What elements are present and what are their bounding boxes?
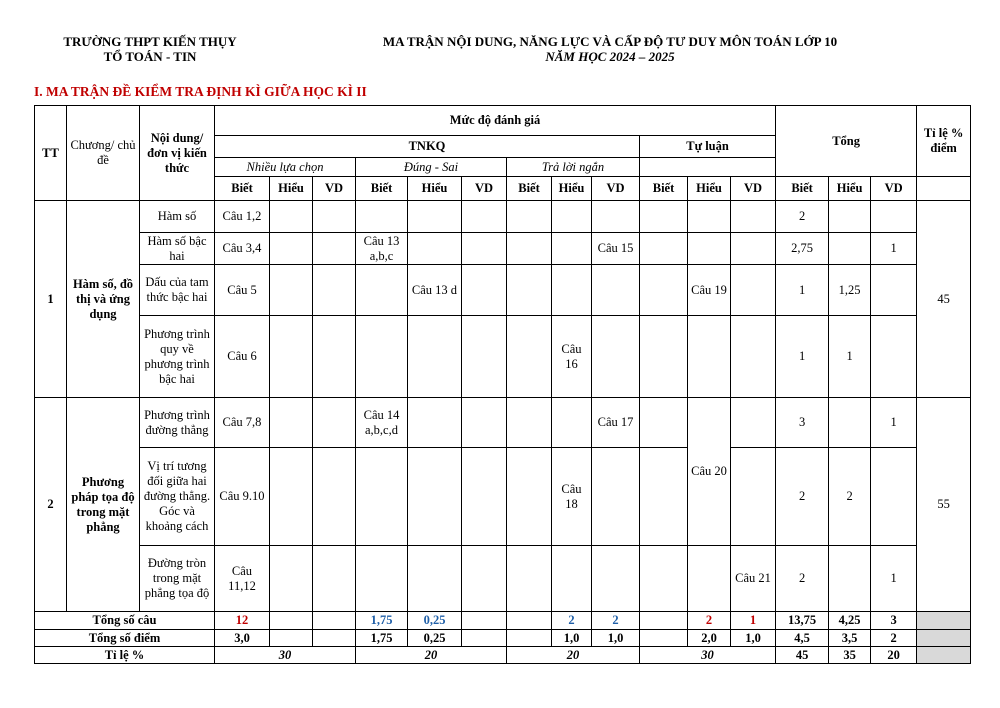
summary-gray-cell bbox=[917, 630, 971, 647]
summary-cell: 30 bbox=[215, 647, 356, 664]
summary-cell: 2 bbox=[592, 612, 640, 630]
summary-cell: 12 bbox=[215, 612, 270, 630]
level-biet: Biết bbox=[507, 177, 552, 201]
question-cell: Câu 13 a,b,c bbox=[356, 233, 408, 265]
header-tt: TT bbox=[35, 106, 67, 201]
summary-cell: 30 bbox=[640, 647, 776, 664]
summary-row-count bbox=[35, 612, 971, 630]
summary-cell: 4,5 bbox=[776, 630, 829, 647]
table-row bbox=[35, 448, 971, 546]
level-vd: VD bbox=[592, 177, 640, 201]
table-row bbox=[35, 201, 971, 233]
level-biet: Biết bbox=[356, 177, 408, 201]
summary-cell: 4,25 bbox=[829, 612, 871, 630]
question-cell: Câu 3,4 bbox=[215, 233, 270, 265]
content-cell: Hàm số bậc hai bbox=[140, 233, 215, 265]
content-cell: Dấu của tam thức bậc hai bbox=[140, 265, 215, 316]
total-cell: 1 bbox=[776, 265, 829, 316]
summary-cell: 1,0 bbox=[731, 630, 776, 647]
level-hieu: Hiểu bbox=[688, 177, 731, 201]
total-cell: 2,75 bbox=[776, 233, 829, 265]
question-cell: Câu 15 bbox=[592, 233, 640, 265]
summary-cell: 2 bbox=[688, 612, 731, 630]
summary-cell: 3 bbox=[871, 612, 917, 630]
question-cell: Câu 16 bbox=[552, 316, 592, 398]
section-title: I. MA TRẬN ĐỀ KIỂM TRA ĐỊNH KÌ GIỮA HỌC KÌ II bbox=[34, 84, 367, 99]
header-tnkq: TNKQ bbox=[215, 136, 640, 158]
total-cell: 1 bbox=[871, 546, 917, 612]
chapter-number: 1 bbox=[35, 201, 67, 398]
level-hieu: Hiểu bbox=[408, 177, 462, 201]
summary-cell: 0,25 bbox=[408, 612, 462, 630]
summary-cell: 1,0 bbox=[592, 630, 640, 647]
question-cell: Câu 21 bbox=[731, 546, 776, 612]
level-vd: VD bbox=[313, 177, 356, 201]
summary-cell: 1 bbox=[731, 612, 776, 630]
total-cell: 2 bbox=[829, 448, 871, 546]
document-title: MA TRẬN NỘI DUNG, NĂNG LỰC VÀ CẤP ĐỘ TƯ DUY MÔN TOÁN LỚP 10 bbox=[382, 34, 838, 49]
summary-gray-cell bbox=[917, 647, 971, 664]
question-cell: Câu 18 bbox=[552, 448, 592, 546]
header-mcq: Nhiều lựa chọn bbox=[215, 158, 356, 177]
question-cell: Câu 17 bbox=[592, 398, 640, 448]
summary-cell: 3,0 bbox=[215, 630, 270, 647]
header-level: Mức độ đánh giá bbox=[215, 106, 776, 136]
total-cell: 2 bbox=[776, 201, 829, 233]
summary-cell: 3,5 bbox=[829, 630, 871, 647]
summary-cell: 1,75 bbox=[356, 612, 408, 630]
summary-cell: 35 bbox=[829, 647, 871, 664]
header-content: Nội dung/ đơn vị kiến thức bbox=[140, 106, 215, 201]
total-cell: 1,25 bbox=[829, 265, 871, 316]
summary-row-score bbox=[35, 630, 971, 647]
level-biet: Biết bbox=[215, 177, 270, 201]
chapter-name: Hàm số, đồ thị và ứng dụng bbox=[67, 201, 140, 398]
question-cell: Câu 14 a,b,c,d bbox=[356, 398, 408, 448]
summary-label: Tổng số điểm bbox=[35, 630, 215, 647]
total-cell: 1 bbox=[871, 398, 917, 448]
table-row bbox=[35, 265, 971, 316]
question-cell: Câu 11,12 bbox=[215, 546, 270, 612]
table-row bbox=[35, 546, 971, 612]
header-ratio: Tỉ lệ % điểm bbox=[917, 106, 971, 177]
total-cell: 2 bbox=[776, 448, 829, 546]
question-cell: Câu 13 d bbox=[408, 265, 462, 316]
question-cell: Câu 5 bbox=[215, 265, 270, 316]
chapter-ratio: 45 bbox=[917, 201, 971, 398]
content-cell: Hàm số bbox=[140, 201, 215, 233]
chapter-number: 2 bbox=[35, 398, 67, 612]
total-cell: 1 bbox=[829, 316, 871, 398]
question-cell: Câu 19 bbox=[688, 265, 731, 316]
table-row bbox=[35, 316, 971, 398]
level-hieu: Hiểu bbox=[270, 177, 313, 201]
group-name: TỔ TOÁN - TIN bbox=[103, 49, 197, 64]
summary-cell: 13,75 bbox=[776, 612, 829, 630]
summary-cell: 2,0 bbox=[688, 630, 731, 647]
total-cell: 1 bbox=[871, 233, 917, 265]
content-cell: Vị trí tương đối giữa hai đường thẳng. Góc và khoảng cách bbox=[140, 448, 215, 546]
content-cell: Đường tròn trong mặt phẳng tọa độ bbox=[140, 546, 215, 612]
ratio-subheader bbox=[917, 177, 971, 201]
question-cell: Câu 9.10 bbox=[215, 448, 270, 546]
total-cell: 2 bbox=[776, 546, 829, 612]
summary-cell: 20 bbox=[507, 647, 640, 664]
level-hieu: Hiểu bbox=[552, 177, 592, 201]
summary-cell: 20 bbox=[356, 647, 507, 664]
level-vd: VD bbox=[462, 177, 507, 201]
summary-cell: 0,25 bbox=[408, 630, 462, 647]
question-cell: Câu 6 bbox=[215, 316, 270, 398]
content-cell: Phương trình quy về phương trình bậc hai bbox=[140, 316, 215, 398]
level-hieu: Hiểu bbox=[829, 177, 871, 201]
header-tuluan: Tự luận bbox=[640, 136, 776, 158]
total-cell: 1 bbox=[776, 316, 829, 398]
question-cell: Câu 1,2 bbox=[215, 201, 270, 233]
question-cell: Câu 7,8 bbox=[215, 398, 270, 448]
school-year: NĂM HỌC 2024 – 2025 bbox=[545, 49, 675, 64]
header-total: Tổng bbox=[776, 106, 917, 177]
school-name: TRƯỜNG THPT KIẾN THỤY bbox=[63, 34, 237, 49]
question-cell: Câu 20 bbox=[688, 398, 731, 546]
summary-gray-cell bbox=[917, 612, 971, 630]
school-header bbox=[30, 34, 270, 64]
summary-label: Tổng số câu bbox=[35, 612, 215, 630]
document-header bbox=[330, 34, 890, 64]
summary-cell: 1,75 bbox=[356, 630, 408, 647]
header-empty bbox=[640, 158, 776, 177]
summary-cell: 1,0 bbox=[552, 630, 592, 647]
summary-row-ratio bbox=[35, 647, 971, 664]
total-cell: 3 bbox=[776, 398, 829, 448]
summary-cell: 2 bbox=[552, 612, 592, 630]
summary-cell: 2 bbox=[871, 630, 917, 647]
level-vd: VD bbox=[871, 177, 917, 201]
summary-cell: 45 bbox=[776, 647, 829, 664]
summary-label: Tỉ lệ % bbox=[35, 647, 215, 664]
table-row bbox=[35, 398, 971, 448]
chapter-name: Phương pháp tọa độ trong mặt phẳng bbox=[67, 398, 140, 612]
chapter-ratio: 55 bbox=[917, 398, 971, 612]
header-true-false: Đúng - Sai bbox=[356, 158, 507, 177]
level-biet: Biết bbox=[640, 177, 688, 201]
matrix-table bbox=[34, 105, 971, 664]
content-cell: Phương trình đường thẳng bbox=[140, 398, 215, 448]
summary-cell: 20 bbox=[871, 647, 917, 664]
table-row bbox=[35, 233, 971, 265]
header-short-answer: Trả lời ngắn bbox=[507, 158, 640, 177]
header-chapter: Chương/ chủ đề bbox=[67, 106, 140, 201]
level-vd: VD bbox=[731, 177, 776, 201]
level-biet: Biết bbox=[776, 177, 829, 201]
